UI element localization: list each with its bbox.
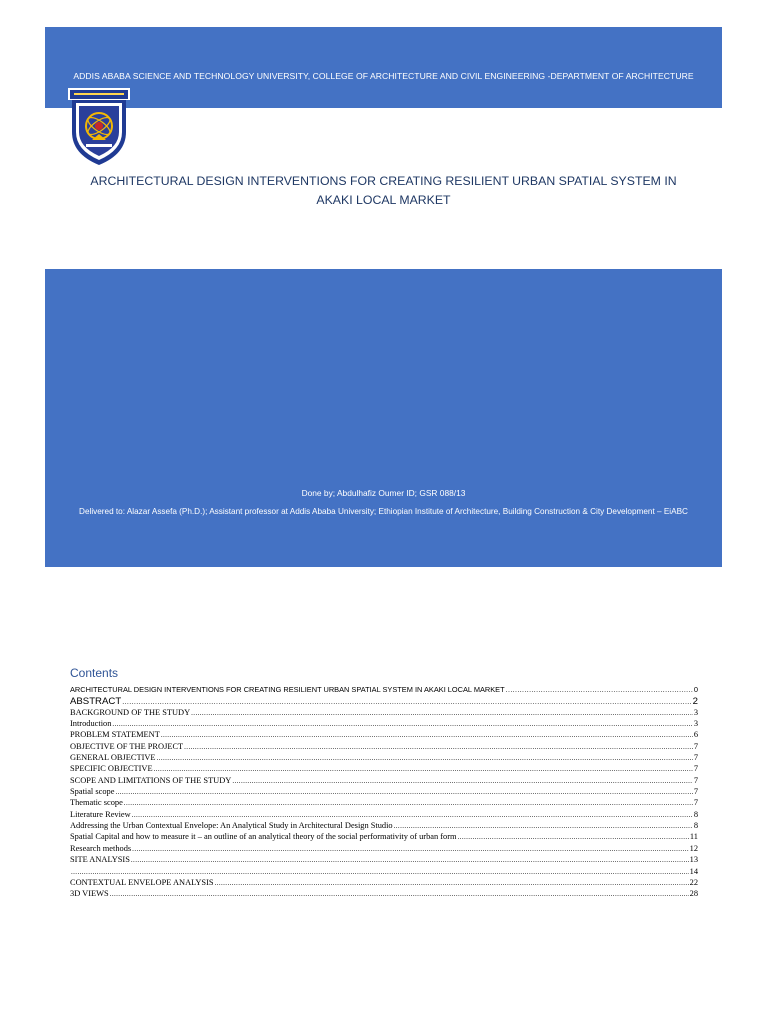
toc-page-number: 6 <box>693 730 698 740</box>
toc-entry[interactable] <box>70 787 698 798</box>
toc-page-number: 2 <box>692 696 698 708</box>
toc-page-number: 8 <box>693 821 698 831</box>
toc-entry-title: GENERAL OBJECTIVE <box>70 753 156 763</box>
toc-page-number: 7 <box>693 798 698 808</box>
university-seal-icon <box>68 88 130 166</box>
toc-entry[interactable] <box>70 855 698 866</box>
toc-page-number: 7 <box>693 741 698 751</box>
toc-page-number: 12 <box>689 843 698 853</box>
toc-entry-title: ARCHITECTURAL DESIGN INTERVENTIONS FOR CREATING RESILIENT URBAN SPATIAL SYSTEM IN AKAKI LOCAL MARKET <box>70 685 505 694</box>
toc-entry-title: Thematic scope <box>70 798 123 808</box>
toc-entry-title: CONTEXTUAL ENVELOPE ANALYSIS <box>70 877 214 887</box>
toc-entry-title: SITE ANALYSIS <box>70 855 130 865</box>
toc-entry-title: SPECIFIC OBJECTIVE <box>70 764 153 774</box>
contents-heading: Contents <box>70 666 119 680</box>
toc-dot-leader <box>161 731 693 739</box>
toc-dot-leader <box>157 754 693 762</box>
toc-entry[interactable] <box>70 821 698 832</box>
toc-page-number: 22 <box>689 877 698 887</box>
toc-entry-title: Spatial scope <box>70 787 115 797</box>
toc-entry[interactable] <box>70 764 698 775</box>
toc-entry[interactable] <box>70 730 698 741</box>
toc-page-number: 13 <box>689 855 698 865</box>
credits-band <box>45 269 722 567</box>
toc-entry[interactable] <box>70 776 698 787</box>
toc-entry-title: SCOPE AND LIMITATIONS OF THE STUDY <box>70 775 232 785</box>
toc-dot-leader <box>122 699 691 706</box>
toc-entry[interactable] <box>70 696 698 707</box>
toc-entry[interactable] <box>70 719 698 730</box>
toc-entry-title: Addressing the Urban Contextual Envelope: An Analytical Study in Architectural Design Studio <box>70 821 393 831</box>
toc-dot-leader <box>132 845 688 853</box>
toc-dot-leader <box>506 687 693 694</box>
toc-dot-leader <box>394 822 693 830</box>
toc-page-number: 7 <box>693 753 698 763</box>
toc-page-number: 0 <box>693 685 698 694</box>
toc-entry-title: Introduction <box>70 719 112 729</box>
toc-entry[interactable] <box>70 753 698 764</box>
institution-header: ADDIS ABABA SCIENCE AND TECHNOLOGY UNIVERSITY, COLLEGE OF ARCHITECTURE AND CIVIL ENGINEERING -DEPARTMENT OF ARCHITECTURE <box>73 71 694 81</box>
toc-page-number: 11 <box>689 832 698 842</box>
toc-entry[interactable] <box>70 867 698 878</box>
toc-dot-leader <box>191 709 693 717</box>
toc-entry[interactable] <box>70 844 698 855</box>
toc-page-number: 7 <box>693 787 698 797</box>
toc-dot-leader <box>154 765 693 773</box>
toc-dot-leader <box>215 879 689 887</box>
toc-entry[interactable] <box>70 810 698 821</box>
toc-entry[interactable] <box>70 889 698 900</box>
toc-page-number: 8 <box>693 809 698 819</box>
toc-entry-title: BACKGROUND OF THE STUDY <box>70 707 191 717</box>
toc-page-number: 7 <box>693 764 698 774</box>
toc-dot-leader <box>131 856 689 864</box>
toc-entry-title: 3D VIEWS <box>70 889 109 899</box>
toc-dot-leader <box>184 743 693 751</box>
toc-entry-title: Literature Review <box>70 809 131 819</box>
toc-entry[interactable] <box>70 832 698 843</box>
toc-entry[interactable] <box>70 878 698 889</box>
toc-page-number: 7 <box>693 775 698 785</box>
author-line: Done by; Abdulhafiz Oumer ID; GSR 088/13 <box>301 488 466 498</box>
document-title-line-1: ARCHITECTURAL DESIGN INTERVENTIONS FOR CREATING RESILIENT URBAN SPATIAL SYSTEM IN <box>90 174 677 188</box>
toc-entry-title: PROBLEM STATEMENT <box>70 730 160 740</box>
table-of-contents <box>70 685 698 901</box>
toc-entry-title: Spatial Capital and how to measure it – an outline of an analytical theory of the social performativity of urban form <box>70 832 457 842</box>
toc-dot-leader <box>71 868 689 876</box>
toc-entry[interactable] <box>70 742 698 753</box>
toc-entry-title: OBJECTIVE OF THE PROJECT <box>70 741 184 751</box>
toc-page-number: 28 <box>689 889 698 899</box>
toc-entry[interactable] <box>70 685 698 696</box>
toc-dot-leader <box>458 833 689 841</box>
toc-dot-leader <box>132 811 693 819</box>
toc-entry[interactable] <box>70 798 698 809</box>
toc-entry[interactable] <box>70 708 698 719</box>
toc-dot-leader <box>124 799 693 807</box>
toc-entry-title: Research methods <box>70 843 132 853</box>
toc-dot-leader <box>112 720 692 728</box>
document-title <box>45 172 722 210</box>
toc-dot-leader <box>115 788 692 796</box>
toc-page-number: 14 <box>689 866 698 876</box>
toc-page-number: 3 <box>693 707 698 717</box>
toc-page-number: 3 <box>693 719 698 729</box>
header-band <box>45 27 722 108</box>
advisor-line: Delivered to: Alazar Assefa (Ph.D.); Assistant professor at Addis Ababa University; Ethiopian Institute of Architecture, Building Construction & City Development – EiABC <box>79 507 688 516</box>
toc-dot-leader <box>232 777 692 785</box>
document-title-line-2: AKAKI LOCAL MARKET <box>316 193 451 207</box>
toc-dot-leader <box>110 890 689 898</box>
toc-entry-title: ABSTRACT <box>70 696 122 708</box>
